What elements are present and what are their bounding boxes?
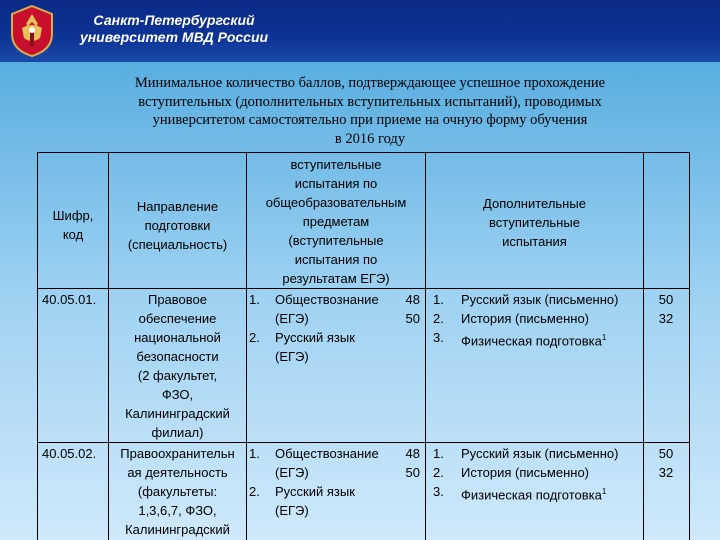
header-exams: вступительные <box>290 157 382 172</box>
table-divider-4 <box>643 152 644 540</box>
row-direction: филиал) <box>151 425 204 440</box>
exam-name: Обществознание <box>275 446 379 461</box>
header-additional: испытания <box>502 234 567 249</box>
additional-number: 3. <box>433 330 444 345</box>
exam-number: 2. <box>249 330 260 345</box>
exam-score: 48 <box>405 292 420 307</box>
row-code: 40.05.02. <box>42 446 97 461</box>
row-direction: обеспечение <box>138 311 217 326</box>
additional-score: 50 <box>658 446 674 461</box>
row-direction: Правовое <box>147 292 207 307</box>
exam-score: 48 <box>405 446 420 461</box>
row-code: 40.05.01. <box>42 292 97 307</box>
footnote-marker: 1 <box>601 487 607 496</box>
exam-name: Русский язык <box>275 330 355 345</box>
additional-number: 2. <box>433 311 444 326</box>
additional-name-text: Физическая подготовка <box>461 487 602 503</box>
header-direction: Направление <box>136 199 219 214</box>
additional-name: История (письменно) <box>461 311 590 326</box>
additional-name: Русский язык (письменно) <box>461 292 619 307</box>
exam-name: (ЕГЭ) <box>275 503 309 518</box>
additional-name <box>461 482 643 504</box>
exam-score: 50 <box>405 465 420 480</box>
row-direction: национальной <box>134 330 221 345</box>
header-additional: вступительные <box>489 215 580 230</box>
additional-number: 3. <box>433 484 444 499</box>
row-direction: 1,3,6,7, ФЗО, <box>138 503 217 518</box>
header-bar <box>0 0 720 62</box>
exam-score: 50 <box>405 311 420 326</box>
row-direction: ая деятельность <box>127 465 228 480</box>
row-direction: безопасности <box>136 349 219 364</box>
header-direction: подготовки <box>144 218 211 233</box>
exam-name: (ЕГЭ) <box>275 465 309 480</box>
table-top-border <box>37 152 689 153</box>
page-title: Минимальное количество баллов, подтверждающее успешное прохождение вступительных (дополнительных вступительных испытаний), проводимых университетом самостоятельно при приеме на очную форму обучения в 2016 году <box>134 75 606 147</box>
mvd-emblem-icon <box>8 4 56 58</box>
additional-name: Русский язык (письменно) <box>461 446 619 461</box>
header-additional: Дополнительные <box>483 196 586 211</box>
row-direction: Калининградский <box>125 406 230 421</box>
exam-name: (ЕГЭ) <box>275 349 309 364</box>
additional-name <box>461 328 643 350</box>
header-direction: (специальность) <box>127 237 228 252</box>
additional-number: 2. <box>433 465 444 480</box>
row-divider <box>37 442 689 443</box>
header-exams: (вступительные <box>288 233 384 248</box>
header-exams: результатам ЕГЭ) <box>282 271 390 286</box>
row-direction: (факультеты: <box>137 484 218 499</box>
row-direction: ФЗО, <box>161 387 194 402</box>
row-direction: (2 факультет, <box>137 368 218 383</box>
additional-score: 32 <box>658 311 674 326</box>
header-exams: испытания по <box>294 176 378 191</box>
header-exams: общеобразовательным <box>265 195 407 210</box>
header-code: код <box>62 227 84 242</box>
exam-name: (ЕГЭ) <box>275 311 309 326</box>
additional-score: 32 <box>658 465 674 480</box>
exam-name: Русский язык <box>275 484 355 499</box>
table-border-right <box>689 152 690 540</box>
header-exams: испытания по <box>294 252 378 267</box>
footnote-marker: 1 <box>601 333 607 342</box>
exam-number: 1. <box>249 292 260 307</box>
additional-score: 50 <box>658 292 674 307</box>
exam-name: Обществознание <box>275 292 379 307</box>
additional-number: 1. <box>433 446 444 461</box>
header-code: Шифр, <box>52 208 94 223</box>
exam-number: 2. <box>249 484 260 499</box>
additional-name-text: Физическая подготовка <box>461 333 602 349</box>
additional-number: 1. <box>433 292 444 307</box>
university-name: Санкт-Петербургский университет МВД России <box>79 12 269 45</box>
header-bottom-border <box>37 288 689 289</box>
row-direction: Калининградский <box>125 522 230 537</box>
row-direction: Правоохранительн <box>120 446 235 461</box>
additional-name: История (письменно) <box>461 465 590 480</box>
exam-number: 1. <box>249 446 260 461</box>
header-exams: предметам <box>302 214 370 229</box>
